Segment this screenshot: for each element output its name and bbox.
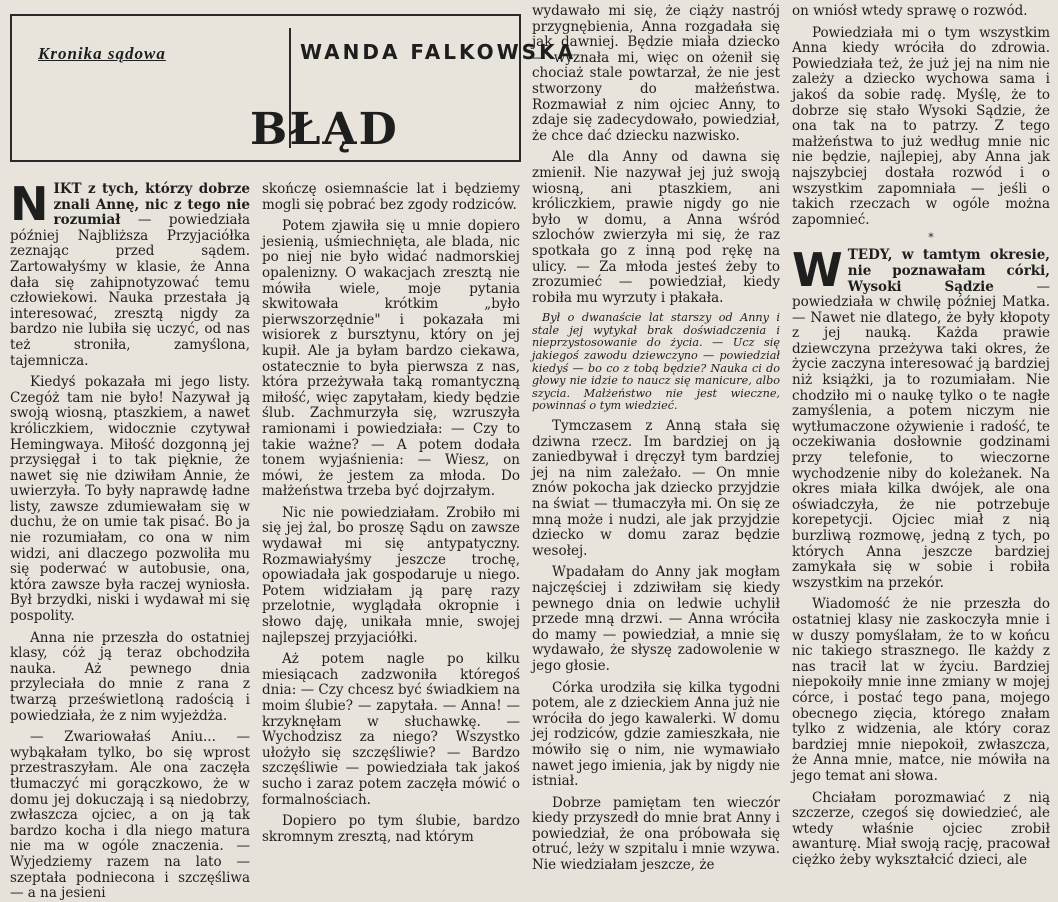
- text-column-4: [792, 3, 1050, 868]
- article-paragraph: [262, 219, 520, 500]
- paragraph-text: Tymczasem z Anną stała się dziwna rzecz. Im bardziej on ją zaniedbywał i dręczył tym bardziej jej na nim zależało. — On mnie znów pokocha jak dziecko przyjdzie na świat — tłumaczyła mi. On się ze mną może i nudzi, ale jak przyjdzie dziecko w domu zaraz będzie wesołej.: [532, 418, 780, 559]
- article-paragraph: [262, 182, 520, 213]
- article-paragraph: [10, 177, 250, 369]
- paragraph-text: Chciałam porozmawiać z nią szczerze, czegoś się dowiedzieć, ale wtedy właśnie ojciec zrobił awanturę. Miał swoją rację, pracował ciężko żeby wykształcić dzieci, ale: [792, 789, 1050, 868]
- article-paragraph: [532, 150, 780, 306]
- author-name: WANDA FALKOWSKA: [300, 40, 577, 64]
- paragraph-text: — powiedziała w chwilę później Matka. — Nawet nie dlatego, że były kłopoty z jej nauką. Każda prawie dziewczyna przeżywa taki okres, że życie zaczyna interesować ją bardziej niż książki, ja to rozumiałam. Nie chodziło mi o naukę tylko o te nagłe zamyślenia, a potem niczym nie wytłumaczone ożywienie i radość, te oczekiwania dosłownie godzinami przy telefonie, to wieczorne wychodzenie niby do koleżanek. Na okres miała kilka dwójek, ale ona oświadczyła, że nie potrzebuje korepetycji. Ojciec miał z nią burzliwą rozmowę, jedną z tych, po których Anna jeszcze bardziej zamykała się w sobie i robiła wszystkim na przekór.: [792, 278, 1050, 591]
- paragraph-text: Dobrze pamiętam ten wieczór kiedy przyszedł do mnie brat Anny i powiedział, że ona próbowała się otruć, leży w szpitalu i mnie wzywa. Nie wiedziałam jeszcze, że: [532, 794, 780, 874]
- article-paragraph: [792, 597, 1050, 784]
- text-column-3: [532, 3, 780, 874]
- paragraph-text: Kiedyś pokazała mi jego listy. Czegóż tam nie było! Nazywał ją swoją wiosną, ptaszkiem, a nawet króliczkiem, widocznie czytywał Hemingwaya. Miłość dozgonną jej przysięgał i to tak pięknie, że nawet się nie dziwiłam Annie, że uwierzyła. To były naprawdę ładne listy, zawsze zdumiewałam się w duchu, że on umie tak pisać. Bo ja nie rozumiałam, co ona w nim widzi, ani dlaczego pozwoliła mu się poderwać w autobusie, ona, która zawsze była raczej wyniosła. Był brzydki, niski i wydawał mi się pospolity.: [10, 374, 250, 625]
- article-paragraph: [10, 375, 250, 625]
- article-paragraph: [532, 312, 780, 413]
- text-column-2: [262, 181, 520, 845]
- article-paragraph: [532, 565, 780, 674]
- section-separator: *: [928, 231, 934, 245]
- rubric-label: Kronika sądowa: [38, 44, 166, 63]
- article-paragraph: [10, 631, 250, 725]
- article-paragraph: [532, 4, 780, 144]
- article-paragraph: [792, 26, 1050, 229]
- lead-in: TEDY, w tamtym okresie, nie poznawałam córki, Wysoki Sądzie: [847, 247, 1050, 295]
- article-paragraph: [532, 796, 780, 874]
- paragraph-text: on wniósł wtedy sprawę o rozwód.: [792, 3, 1028, 19]
- paragraph-text: wydawało mi się, że ciąży nastrój przygnębienia, Anna rozgadała się jak dawniej. Będzie miała dziecko — wyznała mi, więc on ożenił się chociaż stale powtarzał, że nie jest stworzony do małżeństwa. Rozmawiał z nim ojciec Anny, to zdaje się zadecydowało, powiedział, że chce dać dziecku nazwisko.: [532, 3, 780, 144]
- article-paragraph: [262, 814, 520, 845]
- paragraph-text: Potem zjawiła się u mnie dopiero jesienią, uśmiechnięta, ale blada, nic po niej nie było widać nadmorskiej opalenizny. O wakacjach zresztą nie mówiła wiele, moje pytania skwitowała krótkim „było pierwszorzędnie" i pokazała mi wisiorek z bursztynu, który on jej kupił. Ale ja byłam bardzo ciekawa, ostatecznie to była pierwsza z nas, która przeżywała taką romantyczną miłość, więc zapytałam, kiedy będzie ślub. Zachmurzyła się, wzruszyła ramionami i powiedziała: — Czy to takie ważne? — A potem dodała tonem wyjaśnienia: — Wiesz, on mówi, że jestem za młoda. Do małżeństwa trzeba być dojrzałym.: [262, 218, 520, 500]
- paragraph-text: Nic nie powiedziałam. Zrobiło mi się jej żal, bo proszę Sądu on zawsze wydawał mi się antypatyczny. Rozmawiałyśmy jeszcze trochę, opowiadała jak gospodaruje u niego. Potem widziałam ją parę razy przelotnie, wyglądała okropnie i słowo daję, unikała mnie, swojej najlepszej przyjaciółki.: [262, 504, 520, 646]
- article-paragraph: [792, 243, 1050, 591]
- paragraph-text: Wiadomość że nie przeszła do ostatniej klasy nie zaskoczyła mnie i w duszy pomyślałam, że to w końcu nic takiego strasznego. Ile każdy z nas tracił lat w życiu. Bardziej niepokoiły mnie inne zmiany w mojej córce, i postać tego pana, mojego obecnego zięcia, którego znałam tylko z widzenia, ale który coraz bardziej mnie niepokoił, zwłaszcza, że Anna mnie, matce, nie mówiła na jego temat ani słowa.: [792, 596, 1050, 784]
- article-paragraph: [10, 730, 250, 902]
- drop-cap: N: [10, 177, 49, 231]
- paragraph-text: Powiedziała mi o tym wszystkim Anna kiedy wróciła do zdrowia. Powiedziała też, że już jej na nim nie zależy a dziecko wychowa sama i jakoś da sobie radę. Myślę, że to dobrze się stało Wysoki Sądzie, że ona tak na to patrzy. Z tego małżeństwa to już według mnie nic nie będzie, najlepiej, aby Anna jak najszybciej dostała rozwód i o wszystkim zapomniała — jeśli o takich rzeczach w ogóle można zapomnieć.: [792, 24, 1050, 228]
- article-paragraph: [262, 652, 520, 808]
- lead-in: IKT z tych, którzy dobrze znali Annę, nic z tego nie rozumiał: [53, 181, 250, 229]
- article-paragraph: [792, 4, 1050, 20]
- paragraph-text: Ale dla Anny od dawna się zmienił. Nie nazywał jej już swoją wiosną, ani ptaszkiem, ani króliczkiem, prawie nigdy go nie było w domu, a Anna wśród szlochów zwierzyła mi się, że raz spotkała go z inną pod rękę na ulicy. — Za młoda jesteś żeby to zrozumieć — powiedział, kiedy robiła mu wyrzuty i płakała.: [532, 149, 780, 306]
- paragraph-text: Był o dwanaście lat starszy od Anny i stale jej wytykał brak doświadczenia i nieprzystosowanie do życia. — Ucz się jakiegoś zawodu dziewczyno — powiedział kiedyś — bo co z tobą będzie? Nauka ci do głowy nie idzie to naucz się manicure, albo szycia. Małżeństwo nie jest wieczne, powinnaś o tym wiedzieć.: [532, 311, 780, 413]
- drop-cap: W: [792, 243, 843, 298]
- paragraph-text: skończę osiemnaście lat i będziemy mogli się pobrać bez zgody rodziców.: [262, 181, 520, 213]
- article-title: BŁĄD: [250, 104, 399, 155]
- paragraph-text: Anna nie przeszła do ostatniej klasy, cóż ją teraz obchodziła nauka. Aż pewnego dnia przyleciała do mnie z rana z twarzą prześwietloną radością i powiedziała, że z nim wyjeżdża.: [10, 629, 250, 724]
- article-paragraph: [532, 419, 780, 559]
- article-paragraph: [532, 681, 780, 790]
- text-column-1: [10, 177, 250, 902]
- paragraph-text: — powiedziała później Najbliższa Przyjaciółka zeznając przed sądem. Zartowałyśmy w klasie, że Anna dała się zahipnotyzować temu człowiekowi. Nauka przestała ją interesować, zresztą nigdy za bardzo nie lubiła się uczyć, od nas też stroniła, zamyślona, tajemnicza.: [10, 212, 250, 369]
- paragraph-text: — Zwariowałaś Aniu... — wybąkałam tylko, bo się wprost przestraszyłam. Ale ona zaczęła tłumaczyć mi gorączkowo, że w domu jej dokuczają i są niedobrzy, zwłaszcza ojciec, a on ją tak bardzo kocha i dla niego matura nie ma w ogóle znaczenia. — Wyjedziemy razem na lato — szeptała podniecona i szczęśliwa — a na jesieni: [10, 729, 250, 902]
- paragraph-text: Dopiero po tym ślubie, bardzo skromnym zresztą, nad którym: [262, 813, 520, 845]
- paragraph-text: Córka urodziła się kilka tygodni potem, ale z dzieckiem Anna już nie wróciła do jego kawalerki. W domu jej rodziców, gdzie zamieszkała, nie mówiło się o nim, nie wymawiało nawet jego imienia, jak by nigdy nie istniał.: [532, 679, 780, 790]
- article-paragraph: [262, 506, 520, 646]
- article-paragraph: [792, 791, 1050, 869]
- paragraph-text: Aż potem nagle po kilku miesiącach zadzwoniła któregoś dnia: — Czy chcesz być świadkiem na moim ślubie? — zapytała. — Anna! — krzyknęłam w słuchawkę. — Wychodzisz za niego? Wszystko ułożyło się szczęśliwie? — Bardzo szczęśliwie — powiedziała tak jakoś sucho i zaraz potem zaczęła mówić o formalnościach.: [262, 651, 520, 808]
- paragraph-text: Wpadałam do Anny jak mogłam najczęściej i zdziwiłam się kiedy pewnego dnia on ledwie uchylił przede mną drzwi. — Anna wróciła do mamy — powiedział, a mnie się wydawało, że słyszę zadowolenie w jego głosie.: [532, 564, 780, 674]
